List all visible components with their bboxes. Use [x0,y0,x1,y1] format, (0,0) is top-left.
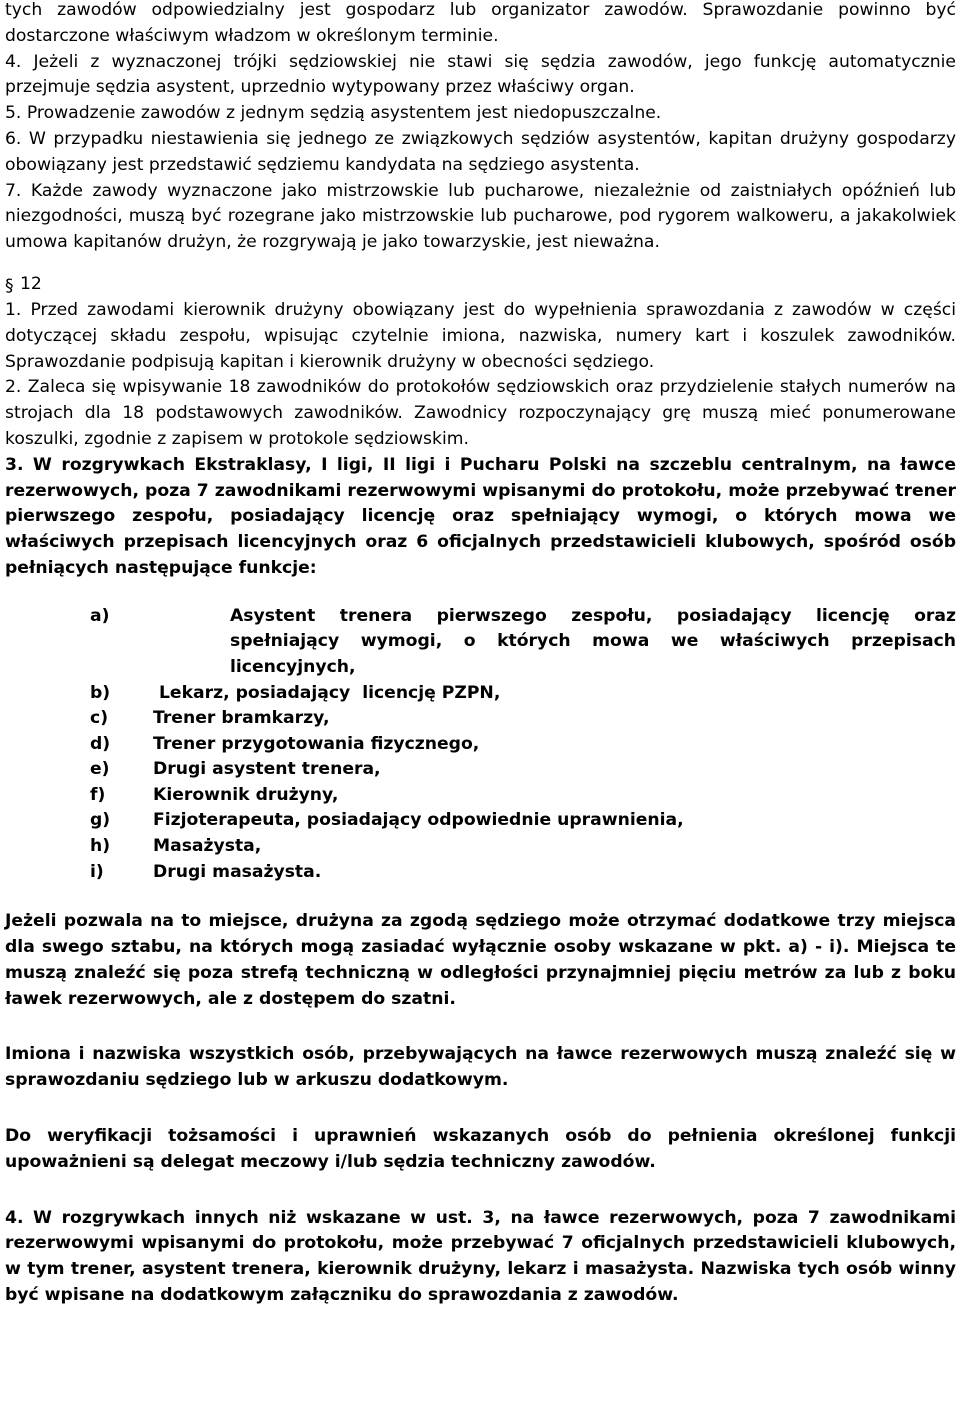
list-item [5,808,956,834]
section-number: 12 [20,274,42,295]
point-5: 5. Prowadzenie zawodów z jednym sędzią asystentem jest niedopuszczalne. [5,103,662,124]
list-item-letter: g) [90,810,111,831]
list-item-text: Trener przygotowania fizycznego, [153,733,480,754]
section-point-1: 1. Przed zawodami kierownik drużyny obowiązany jest do wypełnienia sprawozdania z zawodów w części dotyczącej składu zespołu, wpisując czytelnie imiona, nazwiska, numery kart i koszulek zawodników. Sprawozdanie podpisują kapitan i kierownik drużyny w obecności sędziego. [5,299,956,372]
section-sign-icon [5,272,16,298]
list-item [5,732,956,758]
list-item [5,834,956,860]
list-item-text: Kierownik drużyny, [153,784,339,805]
point-7: 7. Każde zawody wyznaczone jako mistrzowskie lub pucharowe, niezależnie od zaistniałych opóźnień lub niezgodności, muszą być rozegrane jako mistrzowskie lub pucharowe, pod rygorem walkoweru, a jakakolwiek umowa kapitanów drużyn, że rozgrywają je jako towarzyskie, jest nieważna. [5,180,956,253]
names-paragraph: Imiona i nazwiska wszystkich osób, przebywających na ławce rezerwowych muszą znaleźć się w sprawozdaniu sędziego lub w arkuszu dodatkowym. [5,1044,956,1091]
list-item-text: Drugi masażysta. [153,861,322,882]
list-item-letter: f) [90,784,106,805]
list-item-letter: h) [90,836,111,857]
svg-text:§: § [5,275,14,296]
intro-paragraph: tych zawodów odpowiedzialny jest gospodarz lub organizator zawodów. Sprawozdanie powinno być dostarczone właściwym władzom w określonym terminie. [5,0,956,46]
point-4-other-games: 4. W rozgrywkach innych niż wskazane w ust. 3, na ławce rezerwowych, poza 7 zawodnikami rezerwowymi wpisanymi do protokołu, może przebywać 7 oficjalnych przedstawicieli klubowych, w tym trener, asystent trenera, kierownik drużyny, lekarz i masażysta. Nazwiska tych osób winny być wpisane na dodatkowym załączniku do sprawozdania z zawodów. [5,1207,956,1306]
list-item-text: Drugi asystent trenera, [153,759,381,780]
list-item [5,681,956,707]
list-item [5,783,956,809]
list-item-letter: i) [90,861,104,882]
functions-list [5,604,956,886]
verification-paragraph: Do weryfikacji tożsamości i uprawnień wskazanych osób do pełnienia określonej funkcji upoważnieni są delegat meczowy i/lub sędzia techniczny zawodów. [5,1126,956,1172]
section-heading [5,272,956,298]
extra-seats-paragraph: Jeżeli pozwala na to miejsce, drużyna za zgodą sędziego może otrzymać dodatkowe trzy miejsca dla swego sztabu, na których mogą zasiadać wyłącznie osoby wskazane w pkt. a) - i). Miejsca te muszą znaleźć się poza strefą techniczną w odległości przynajmniej pięciu metrów za lub z boku ławek rezerwowych, ale z dostępem do szatni. [5,911,956,1009]
list-item [5,604,956,681]
list-item-letter: c) [90,708,109,729]
intro-block [5,0,956,50]
list-item [5,706,956,732]
list-item-text: Trener bramkarzy, [153,708,330,729]
section-point-3: 3. W rozgrywkach Ekstraklasy, I ligi, II ligi i Pucharu Polski na szczeblu centralnym, na ławce rezerwowych, poza 7 zawodnikami rezerwowymi wpisanymi do protokołu, może przebywać trener pierwszego zespołu, posiadający licencję oraz spełniający wymogi, o których mowa we właściwych przepisach licencyjnych oraz 6 oficjalnych przedstawicieli klubowych, spośród osób pełniących następujące funkcje: [5,454,956,578]
list-item-letter: a) [90,605,110,626]
list-item-text: Lekarz, posiadający licencję PZPN, [153,682,501,703]
point-4: 4. Jeżeli z wyznaczonej trójki sędziowskiej nie stawi się sędzia zawodów, jego funkcję automatycznie przejmuje sędzia asystent, uprzednio wytypowany przez właściwy organ. [5,51,956,98]
point-6: 6. W przypadku niestawienia się jednego ze związkowych sędziów asystentów, kapitan drużyny gospodarzy obowiązany jest przedstawić sędziemu kandydata na sędziego asystenta. [5,128,956,175]
list-item-letter: e) [90,759,110,780]
list-item-text: Fizjoterapeuta, posiadający odpowiednie uprawnienia, [153,810,684,831]
list-item [5,757,956,783]
list-item-text: Asystent trenera pierwszego zespołu, posiadający licencję oraz spełniający wymogi, o których mowa we właściwych przepisach licencyjnych, [230,605,956,677]
list-item-letter: d) [90,733,111,754]
list-item [5,860,956,886]
list-item-letter: b) [90,682,111,703]
list-item-text: Masażysta, [153,836,262,857]
section-point-2: 2. Zaleca się wpisywanie 18 zawodników do protokołów sędziowskich oraz przydzielenie stałych numerów na strojach dla 18 podstawowych zawodników. Zawodnicy rozpoczynający grę muszą mieć ponumerowane koszulki, zgodnie z zapisem w protokole sędziowskim. [5,377,956,449]
document-page [5,0,956,1309]
